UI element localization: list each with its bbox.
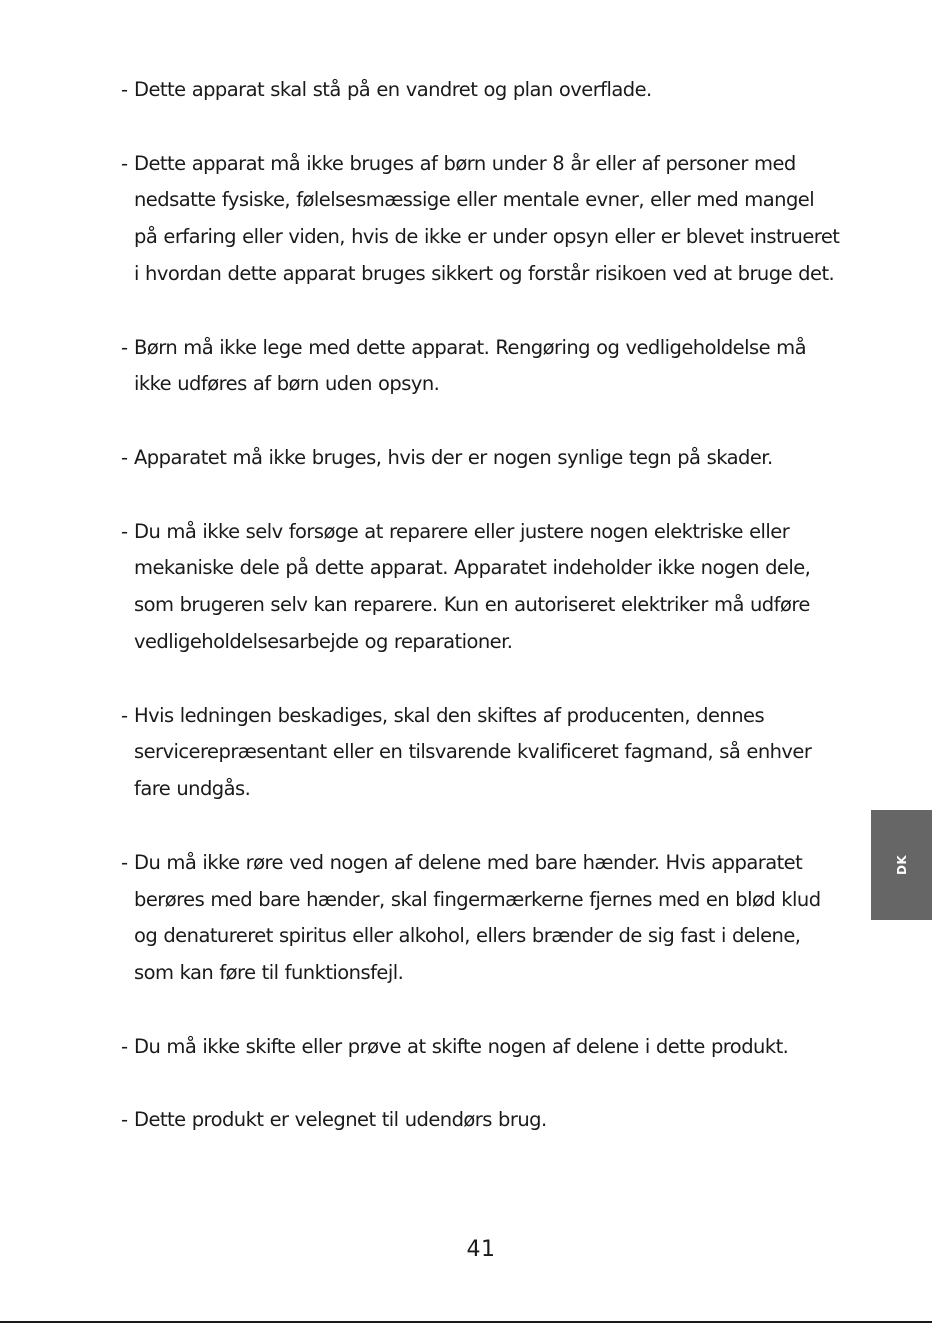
page-number: 41: [466, 1237, 496, 1262]
bullet-dash: -: [121, 1108, 128, 1132]
list-item: [121, 698, 841, 808]
bullet-dash: -: [121, 703, 128, 727]
language-tab: [871, 810, 932, 920]
list-item-text: Du må ikke selv forsøge at reparere eller justere nogen elektriske eller mekaniske dele på dette apparat. Apparatet indeholder ikke nogen dele, som brugeren selv kan reparere. Kun en autoriseret elektriker må udføre vedligeholdelsesarbejde og reparationer.: [134, 519, 811, 653]
list-item-text: Hvis ledningen beskadiges, skal den skiftes af producenten, dennes servicerepræsentant eller en tilsvarende kvalificeret fagmand, så enhver fare undgås.: [134, 703, 812, 801]
list-item: [121, 330, 841, 404]
bullet-dash: -: [121, 335, 128, 359]
list-item-text: Dette apparat må ikke bruges af børn under 8 år eller af personer med nedsatte fysiske, følelsesmæssige eller mentale evner, eller med mangel på erfaring eller viden, hvis de ikke er under opsyn eller er blevet instrueret i hvordan dette apparat bruges sikkert og forstår risikoen ved at bruge det.: [134, 151, 840, 285]
bullet-dash: -: [121, 445, 128, 469]
list-item: [121, 1029, 841, 1066]
list-item: [121, 146, 841, 293]
bullet-dash: -: [121, 850, 128, 874]
list-item: [121, 514, 841, 661]
list-item: [121, 72, 841, 109]
language-tab-label: DK: [894, 855, 909, 875]
list-item-text: Dette produkt er velegnet til udendørs brug.: [134, 1108, 547, 1132]
list-item-text: Dette apparat skal stå på en vandret og plan overflade.: [134, 78, 652, 101]
list-item-text: Du må ikke røre ved nogen af delene med bare hænder. Hvis apparatet berøres med bare hænder, skal fingermærkerne fjernes med en blød klud og denatureret spiritus eller alkohol, ellers brænder de sig fast i delene, som kan føre til funktionsfejl.: [134, 850, 821, 985]
bullet-dash: -: [121, 151, 128, 175]
bullet-dash: -: [121, 1034, 128, 1058]
list-item: [121, 845, 841, 992]
safety-instructions-list: [121, 72, 841, 1139]
list-item-text: Apparatet må ikke bruges, hvis der er nogen synlige tegn på skader.: [134, 445, 773, 469]
list-item: [121, 1102, 841, 1139]
bullet-dash: -: [121, 519, 128, 543]
bullet-dash: -: [121, 78, 128, 101]
list-item-text: Børn må ikke lege med dette apparat. Rengøring og vedligeholdelse må ikke udføres af børn uden opsyn.: [134, 335, 807, 396]
list-item: [121, 440, 841, 477]
list-item-text: Du må ikke skifte eller prøve at skifte nogen af delene i dette produkt.: [134, 1034, 789, 1058]
